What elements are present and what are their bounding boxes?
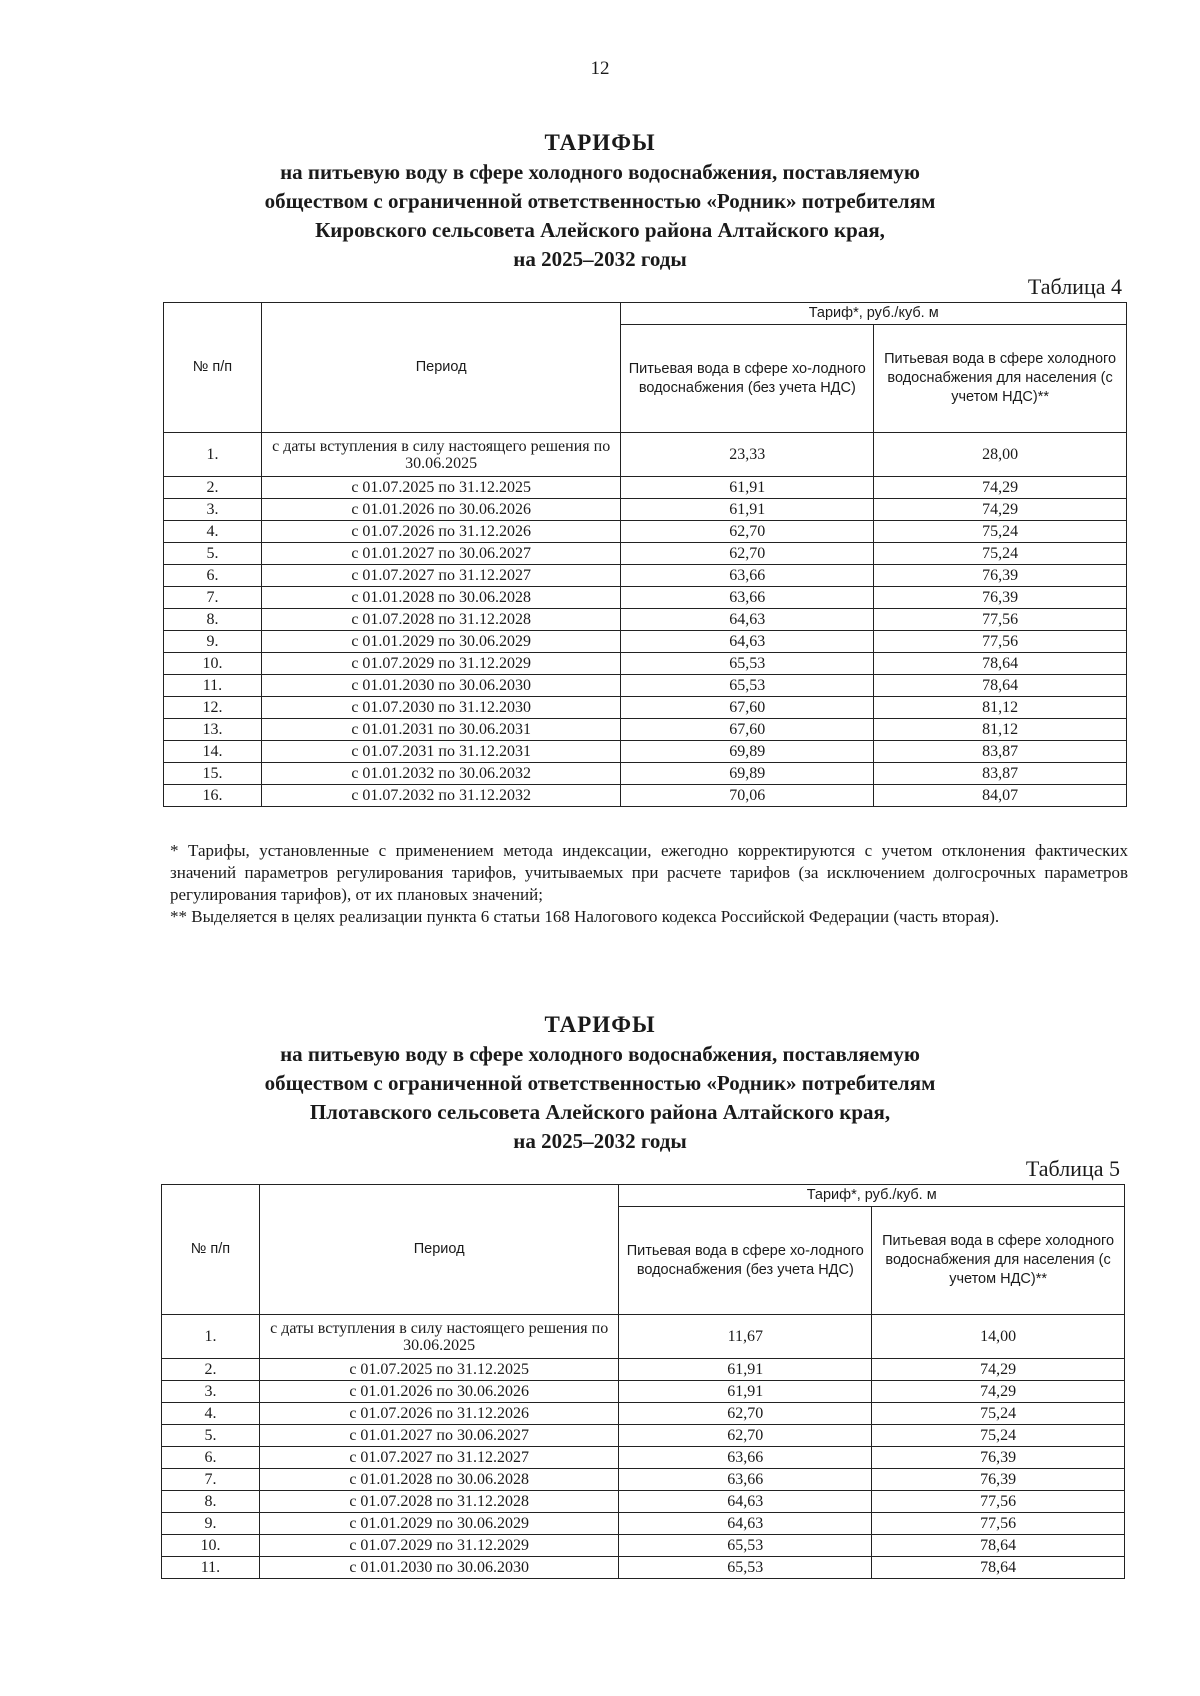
row-number: 6. [162, 1447, 260, 1469]
title-main-1: ТАРИФЫ [544, 130, 656, 155]
row-number: 16. [164, 785, 262, 807]
row-period: с 01.01.2032 по 30.06.2032 [261, 763, 621, 785]
row-number: 11. [162, 1557, 260, 1579]
col-header-period: Период [261, 303, 621, 433]
row-tariff-with-vat: 14,00 [872, 1315, 1125, 1359]
row-tariff-no-vat: 63,66 [621, 587, 874, 609]
row-tariff-no-vat: 61,91 [619, 1359, 872, 1381]
section-kirovsky [0, 128, 1200, 274]
table-row [164, 543, 1127, 565]
row-number: 11. [164, 675, 262, 697]
table-row [162, 1403, 1125, 1425]
row-number: 8. [162, 1491, 260, 1513]
row-number: 7. [164, 587, 262, 609]
row-number: 10. [162, 1535, 260, 1557]
row-period: с 01.01.2030 по 30.06.2030 [259, 1557, 619, 1579]
col-header-with-vat-2: Питьевая вода в сфере холодного водоснабжения для населения (с учетом НДС)** [872, 1207, 1125, 1315]
row-tariff-no-vat: 65,53 [619, 1557, 872, 1579]
row-period: с 01.07.2029 по 31.12.2029 [259, 1535, 619, 1557]
row-tariff-no-vat: 61,91 [621, 499, 874, 521]
row-tariff-with-vat: 77,56 [874, 631, 1127, 653]
row-tariff-with-vat: 78,64 [874, 675, 1127, 697]
row-number: 5. [162, 1425, 260, 1447]
title-line-1-4: на 2025–2032 годы [513, 247, 687, 271]
title-line-2-4: на 2025–2032 годы [513, 1129, 687, 1153]
row-number: 3. [162, 1381, 260, 1403]
row-period: с 01.07.2026 по 31.12.2026 [259, 1403, 619, 1425]
row-tariff-with-vat: 77,56 [872, 1513, 1125, 1535]
row-number: 13. [164, 719, 262, 741]
row-period: с 01.01.2030 по 30.06.2030 [261, 675, 621, 697]
row-tariff-with-vat: 77,56 [874, 609, 1127, 631]
row-period: с 01.07.2032 по 31.12.2032 [261, 785, 621, 807]
row-tariff-with-vat: 76,39 [872, 1447, 1125, 1469]
table-row [162, 1425, 1125, 1447]
table-row [164, 719, 1127, 741]
table-row [164, 499, 1127, 521]
row-tariff-no-vat: 64,63 [621, 631, 874, 653]
page-number: 12 [590, 58, 610, 79]
row-tariff-no-vat: 64,63 [621, 609, 874, 631]
row-tariff-no-vat: 63,66 [619, 1447, 872, 1469]
row-number: 9. [164, 631, 262, 653]
table-row [162, 1315, 1125, 1359]
row-tariff-no-vat: 62,70 [619, 1403, 872, 1425]
table-row [162, 1557, 1125, 1579]
row-tariff-no-vat: 63,66 [619, 1469, 872, 1491]
col-header-period-2: Период [259, 1185, 619, 1315]
row-tariff-no-vat: 69,89 [621, 741, 874, 763]
row-number: 5. [164, 543, 262, 565]
title-line-1-3: Кировского сельсовета Алейского района Алтайского края, [315, 218, 885, 242]
row-period: с 01.07.2031 по 31.12.2031 [261, 741, 621, 763]
row-tariff-with-vat: 28,00 [874, 433, 1127, 477]
row-tariff-with-vat: 78,64 [874, 653, 1127, 675]
row-period: с 01.01.2027 по 30.06.2027 [259, 1425, 619, 1447]
table-row [162, 1535, 1125, 1557]
title-block-1 [0, 128, 1200, 274]
row-tariff-no-vat: 65,53 [621, 653, 874, 675]
row-tariff-no-vat: 64,63 [619, 1491, 872, 1513]
row-number: 12. [164, 697, 262, 719]
row-period: с 01.07.2029 по 31.12.2029 [261, 653, 621, 675]
table-row [162, 1359, 1125, 1381]
table-row [164, 477, 1127, 499]
title-line-2-3: Плотавского сельсовета Алейского района Алтайского края, [309, 1100, 891, 1124]
row-period: с 01.07.2030 по 31.12.2030 [261, 697, 621, 719]
row-period: с 01.07.2028 по 31.12.2028 [261, 609, 621, 631]
row-tariff-no-vat: 65,53 [619, 1535, 872, 1557]
title-block-2 [0, 1010, 1200, 1156]
table-row [164, 785, 1127, 807]
col-header-tariff: Тариф*, руб./куб. м [621, 303, 1127, 325]
table-row [164, 697, 1127, 719]
row-tariff-with-vat: 78,64 [872, 1535, 1125, 1557]
table-row [162, 1469, 1125, 1491]
table-5-body [162, 1315, 1125, 1579]
tariff-table-4 [163, 302, 1127, 807]
title-main-2: ТАРИФЫ [544, 1012, 656, 1037]
title-line-1-2: обществом с ограниченной ответственностью «Родник» потребителям [264, 189, 936, 213]
row-tariff-no-vat: 65,53 [621, 675, 874, 697]
table-row [164, 741, 1127, 763]
col-header-no-vat: Питьевая вода в сфере хо-лодного водоснабжения (без учета НДС) [621, 325, 874, 433]
row-tariff-with-vat: 81,12 [874, 719, 1127, 741]
title-line-1-1: на питьевую воду в сфере холодного водоснабжения, поставляемую [280, 160, 920, 184]
row-tariff-no-vat: 23,33 [621, 433, 874, 477]
row-tariff-with-vat: 76,39 [874, 587, 1127, 609]
row-tariff-no-vat: 64,63 [619, 1513, 872, 1535]
row-number: 2. [162, 1359, 260, 1381]
col-header-tariff-2: Тариф*, руб./куб. м [619, 1185, 1125, 1207]
row-period: с 01.07.2025 по 31.12.2025 [259, 1359, 619, 1381]
row-tariff-no-vat: 62,70 [619, 1425, 872, 1447]
table-row [164, 631, 1127, 653]
table-row [162, 1447, 1125, 1469]
row-period: с 01.01.2028 по 30.06.2028 [261, 587, 621, 609]
footnote-2: ** Выделяется в целях реализации пункта 6 статьи 168 Налогового кодекса Российской Федерации (часть вторая). [170, 907, 1000, 926]
row-tariff-with-vat: 75,24 [872, 1403, 1125, 1425]
col-header-num: № п/п [164, 303, 262, 433]
row-number: 8. [164, 609, 262, 631]
row-number: 2. [164, 477, 262, 499]
title-line-2-1: на питьевую воду в сфере холодного водоснабжения, поставляемую [280, 1042, 920, 1066]
row-number: 1. [164, 433, 262, 477]
row-period: с 01.01.2026 по 30.06.2026 [261, 499, 621, 521]
col-header-no-vat-2: Питьевая вода в сфере хо-лодного водоснабжения (без учета НДС) [619, 1207, 872, 1315]
row-period: с 01.01.2027 по 30.06.2027 [261, 543, 621, 565]
row-period: с 01.07.2027 по 31.12.2027 [261, 565, 621, 587]
row-period: с 01.01.2029 по 30.06.2029 [259, 1513, 619, 1535]
row-tariff-with-vat: 81,12 [874, 697, 1127, 719]
table-row [164, 587, 1127, 609]
row-number: 14. [164, 741, 262, 763]
row-period: с 01.07.2027 по 31.12.2027 [259, 1447, 619, 1469]
table-row [164, 653, 1127, 675]
table-row [164, 675, 1127, 697]
row-number: 6. [164, 565, 262, 587]
row-period: с 01.01.2029 по 30.06.2029 [261, 631, 621, 653]
col-header-num-2: № п/п [162, 1185, 260, 1315]
table-row [164, 521, 1127, 543]
row-number: 7. [162, 1469, 260, 1491]
row-period: с 01.07.2025 по 31.12.2025 [261, 477, 621, 499]
row-tariff-with-vat: 75,24 [872, 1425, 1125, 1447]
row-tariff-no-vat: 69,89 [621, 763, 874, 785]
row-tariff-with-vat: 76,39 [872, 1469, 1125, 1491]
col-header-with-vat: Питьевая вода в сфере холодного водоснабжения для населения (с учетом НДС)** [874, 325, 1127, 433]
row-period: с 01.01.2028 по 30.06.2028 [259, 1469, 619, 1491]
row-tariff-with-vat: 75,24 [874, 543, 1127, 565]
footnote-1: * Тарифы, установленные с применением метода индексации, ежегодно корректируются с учетом отклонения фактических значений параметров регулирования тарифов, учитываемых при расчете тарифов (за исключением долгосрочных параметров регулирования тарифов), от их плановых значений; [170, 841, 1128, 904]
row-tariff-with-vat: 83,87 [874, 741, 1127, 763]
row-tariff-no-vat: 61,91 [619, 1381, 872, 1403]
table-row [164, 763, 1127, 785]
row-tariff-with-vat: 74,29 [874, 499, 1127, 521]
row-tariff-no-vat: 70,06 [621, 785, 874, 807]
row-period: с 01.07.2028 по 31.12.2028 [259, 1491, 619, 1513]
table-row [162, 1513, 1125, 1535]
row-tariff-no-vat: 62,70 [621, 521, 874, 543]
row-tariff-no-vat: 67,60 [621, 697, 874, 719]
table-label-4: Таблица 4 [1027, 274, 1122, 299]
row-number: 15. [164, 763, 262, 785]
row-tariff-with-vat: 75,24 [874, 521, 1127, 543]
row-tariff-with-vat: 74,29 [874, 477, 1127, 499]
table-label-5: Таблица 5 [1025, 1156, 1120, 1181]
row-tariff-with-vat: 74,29 [872, 1359, 1125, 1381]
table-row [164, 565, 1127, 587]
row-period: с 01.07.2026 по 31.12.2026 [261, 521, 621, 543]
row-tariff-no-vat: 11,67 [619, 1315, 872, 1359]
row-number: 9. [162, 1513, 260, 1535]
row-number: 3. [164, 499, 262, 521]
section-plotavsky [0, 1010, 1200, 1156]
row-tariff-no-vat: 62,70 [621, 543, 874, 565]
table-4-body [164, 433, 1127, 807]
row-tariff-with-vat: 74,29 [872, 1381, 1125, 1403]
row-period: с даты вступления в силу настоящего решения по 30.06.2025 [259, 1315, 619, 1359]
row-number: 10. [164, 653, 262, 675]
row-period: с даты вступления в силу настоящего решения по 30.06.2025 [261, 433, 621, 477]
row-period: с 01.01.2026 по 30.06.2026 [259, 1381, 619, 1403]
table-row [162, 1381, 1125, 1403]
row-period: с 01.01.2031 по 30.06.2031 [261, 719, 621, 741]
row-tariff-with-vat: 76,39 [874, 565, 1127, 587]
row-number: 4. [162, 1403, 260, 1425]
table-row [164, 609, 1127, 631]
table-row [162, 1491, 1125, 1513]
row-tariff-with-vat: 77,56 [872, 1491, 1125, 1513]
table-row [164, 433, 1127, 477]
row-number: 1. [162, 1315, 260, 1359]
footnotes [170, 840, 1128, 928]
row-tariff-no-vat: 61,91 [621, 477, 874, 499]
title-line-2-2: обществом с ограниченной ответственностью «Родник» потребителям [264, 1071, 936, 1095]
row-tariff-with-vat: 84,07 [874, 785, 1127, 807]
row-tariff-with-vat: 83,87 [874, 763, 1127, 785]
tariff-table-5 [161, 1184, 1125, 1579]
row-tariff-no-vat: 67,60 [621, 719, 874, 741]
row-tariff-with-vat: 78,64 [872, 1557, 1125, 1579]
row-tariff-no-vat: 63,66 [621, 565, 874, 587]
row-number: 4. [164, 521, 262, 543]
